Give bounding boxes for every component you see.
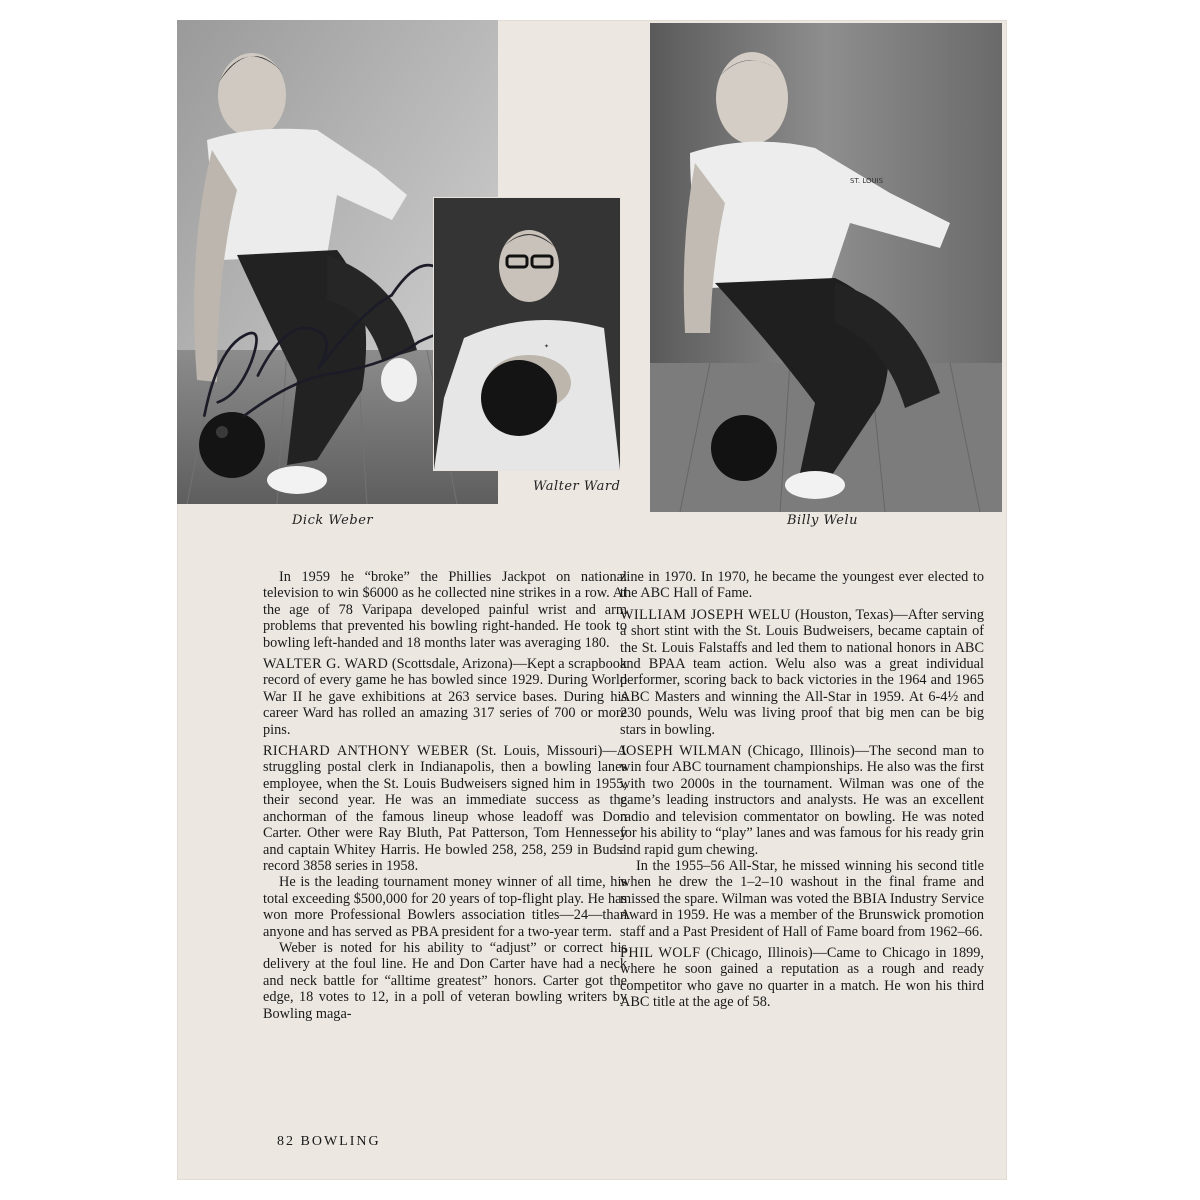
entry-richard-weber [263, 743, 627, 874]
entry-text: (Houston, Texas)—After serving a short stint with the St. Louis Budweisers, became captain of the St. Louis Falstaffs and led them to national honors in ABC and BPAA team action. Welu also was a great individual performer, scoring back to back victories in the 1964 and 1965 ABC Masters and winning the All-Star in 1959. At 6-4½ and 230 pounds, Welu was living proof that big men can be big stars in bowling. [620, 606, 984, 738]
paragraph-weber-adjust: Weber is noted for his ability to “adjust” or correct his delivery at the foul line. He and Don Carter have had a neck and neck battle for “alltime greatest” honors. Carter got the edge, 18 votes to 12, in a poll of veteran bowling writers by Bowling maga- [263, 939, 627, 1022]
entry-name: RICHARD ANTHONY WEBER [263, 743, 470, 760]
paragraph-weber-money: He is the leading tournament money winner of all time, his total exceeding $500,000 for 20 years of top-flight play. He has won more Professional Bowlers association titles—24—than anyone and has served as PBA president for a two-year term. [263, 874, 627, 940]
magazine-title: BOWLING [300, 1134, 381, 1149]
shirt-text-welu: ST. LOUIS [850, 177, 884, 185]
paragraph-varipapa: In 1959 he “broke” the Phillies Jackpot on national television to win $6000 as he collected nine strikes in a row. At the age of 78 Varipapa developed painful wrist and arm problems that prevented his bowling right-handed. He took to bowling left-handed and 18 months later was averaging 180. [263, 569, 627, 651]
text-column-left [263, 569, 627, 1022]
entry-name: PHIL WOLF [620, 944, 701, 961]
entry-name: WILLIAM JOSEPH WELU [620, 606, 791, 623]
caption-walter-ward: Walter Ward [533, 479, 621, 494]
page-footer [277, 1134, 381, 1150]
paragraph-continuation: zine in 1970. In 1970, he became the youngest ever elected to the ABC Hall of Fame. [620, 569, 984, 602]
photo-billy-welu [650, 23, 1002, 512]
entry-text: (Scottsdale, Arizona)—Kept a scrapbook record of every game he has bowled since 1929. During World War II he gave exhibitions at 263 service bases. During his career Ward has rolled an amazing 317 series of 700 or more pins. [263, 656, 628, 738]
entry-phil-wolf [620, 945, 984, 1011]
entry-walter-ward [263, 656, 627, 738]
entry-text: (Chicago, Illinois)—The second man to win four ABC tournament championships. He also was the first with two 2000s in the tournament. Wilman was one of the game’s leading instructors and analysts. He was an excellent radio and television commentator on bowling. He was noted for his ability to “play” lanes and was famous for his ready grin and rapid gum chewing. [620, 743, 984, 858]
photo-walter-ward [433, 197, 621, 471]
entry-name: JOSEPH WILMAN [620, 743, 742, 760]
entry-text: (St. Louis, Missouri)—A struggling postal clerk in Indianapolis, then a bowling lanes employee, when the St. Louis Budweisers signed him in 1955, their second year. He was an immediate success as the anchorman of the famous lineup whose leadoff was Don Carter. Other were Ray Bluth, Pat Patterson, Tom Hennessey and captain Whitey Harris. He bowled 258, 258, 259 in Buds’ record 3858 series in 1958. [263, 743, 627, 874]
caption-dick-weber: Dick Weber [292, 513, 374, 528]
caption-billy-welu: Billy Welu [787, 513, 859, 528]
magazine-page [177, 20, 1007, 1180]
paragraph-wilman-allstar: In the 1955–56 All-Star, he missed winning his second title when he drew the 1–2–10 washout in the final frame and missed the spare. Wilman was voted the BBIA Industry Service Award in 1959. He was a member of the Brunswick promotion staff and a Past President of Hall of Fame board from 1962–66. [620, 857, 984, 940]
text-column-right [620, 569, 984, 1011]
entry-name: WALTER G. WARD [263, 656, 389, 673]
entry-william-welu [620, 607, 984, 738]
entry-joseph-wilman [620, 743, 984, 858]
entry-text: (Chicago, Illinois)—Came to Chicago in 1899, where he soon gained a reputation as a rough and ready competitor who gave no quarter in a match. He won his third ABC title at the age of 58. [620, 944, 984, 1011]
page-number: 82 [277, 1134, 295, 1149]
svg-text:✦: ✦ [544, 343, 550, 350]
